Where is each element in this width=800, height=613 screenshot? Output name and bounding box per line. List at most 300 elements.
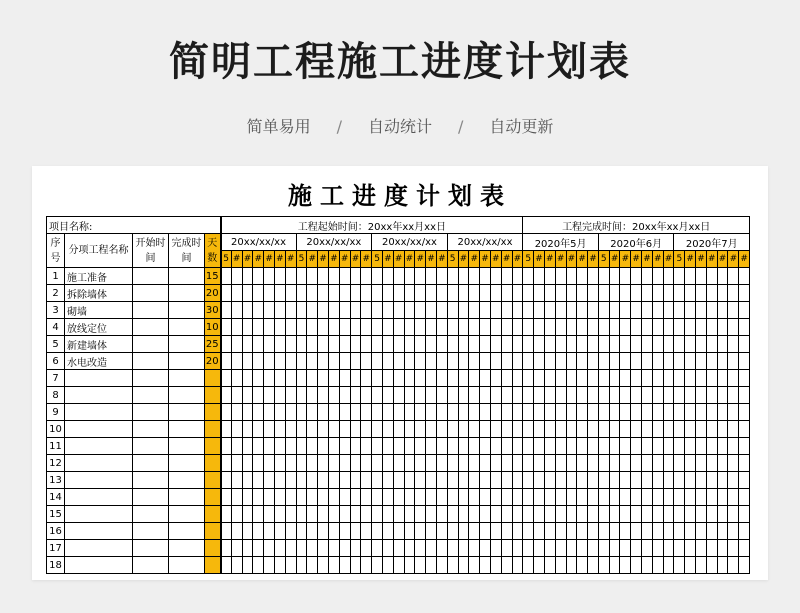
gantt-cell[interactable] — [264, 455, 275, 472]
gantt-cell[interactable] — [393, 540, 404, 557]
gantt-cell[interactable] — [221, 336, 232, 353]
gantt-cell[interactable] — [253, 285, 264, 302]
gantt-cell[interactable] — [652, 268, 663, 285]
gantt-cell[interactable] — [447, 353, 458, 370]
gantt-cell[interactable] — [717, 302, 728, 319]
gantt-cell[interactable] — [447, 472, 458, 489]
gantt-cell[interactable] — [631, 421, 642, 438]
gantt-cell[interactable] — [512, 540, 523, 557]
gantt-cell[interactable] — [663, 285, 674, 302]
gantt-cell[interactable] — [555, 268, 566, 285]
gantt-cell[interactable] — [555, 489, 566, 506]
gantt-cell[interactable] — [231, 302, 242, 319]
gantt-cell[interactable] — [523, 285, 534, 302]
gantt-cell[interactable] — [264, 302, 275, 319]
gantt-cell[interactable] — [598, 268, 609, 285]
gantt-cell[interactable] — [480, 489, 491, 506]
gantt-cell[interactable] — [253, 506, 264, 523]
gantt-cell[interactable] — [566, 472, 577, 489]
row-days[interactable] — [205, 404, 221, 421]
row-start-time[interactable] — [133, 268, 169, 285]
gantt-cell[interactable] — [706, 506, 717, 523]
gantt-cell[interactable] — [598, 455, 609, 472]
gantt-cell[interactable] — [663, 353, 674, 370]
row-days[interactable] — [205, 421, 221, 438]
gantt-cell[interactable] — [588, 489, 599, 506]
gantt-cell[interactable] — [285, 557, 296, 574]
gantt-cell[interactable] — [523, 455, 534, 472]
gantt-cell[interactable] — [609, 336, 620, 353]
gantt-cell[interactable] — [221, 455, 232, 472]
gantt-cell[interactable] — [274, 438, 285, 455]
gantt-cell[interactable] — [350, 404, 361, 421]
gantt-cell[interactable] — [534, 472, 545, 489]
gantt-cell[interactable] — [274, 353, 285, 370]
gantt-cell[interactable] — [480, 285, 491, 302]
gantt-cell[interactable] — [501, 557, 512, 574]
gantt-cell[interactable] — [696, 336, 707, 353]
gantt-cell[interactable] — [588, 353, 599, 370]
gantt-cell[interactable] — [231, 557, 242, 574]
gantt-cell[interactable] — [285, 455, 296, 472]
gantt-cell[interactable] — [555, 506, 566, 523]
gantt-cell[interactable] — [696, 557, 707, 574]
gantt-cell[interactable] — [328, 285, 339, 302]
gantt-cell[interactable] — [598, 523, 609, 540]
gantt-cell[interactable] — [469, 319, 480, 336]
gantt-cell[interactable] — [652, 472, 663, 489]
gantt-cell[interactable] — [274, 472, 285, 489]
gantt-cell[interactable] — [523, 404, 534, 421]
gantt-cell[interactable] — [674, 387, 685, 404]
gantt-cell[interactable] — [415, 268, 426, 285]
gantt-cell[interactable] — [577, 421, 588, 438]
gantt-cell[interactable] — [361, 540, 372, 557]
gantt-cell[interactable] — [577, 302, 588, 319]
gantt-cell[interactable] — [631, 523, 642, 540]
gantt-cell[interactable] — [404, 285, 415, 302]
gantt-cell[interactable] — [436, 319, 447, 336]
gantt-cell[interactable] — [307, 557, 318, 574]
gantt-cell[interactable] — [642, 370, 653, 387]
gantt-cell[interactable] — [631, 540, 642, 557]
gantt-cell[interactable] — [231, 438, 242, 455]
gantt-cell[interactable] — [382, 268, 393, 285]
gantt-cell[interactable] — [436, 404, 447, 421]
gantt-cell[interactable] — [663, 438, 674, 455]
gantt-cell[interactable] — [393, 523, 404, 540]
gantt-cell[interactable] — [728, 540, 739, 557]
gantt-cell[interactable] — [696, 370, 707, 387]
gantt-cell[interactable] — [728, 523, 739, 540]
gantt-cell[interactable] — [577, 540, 588, 557]
gantt-cell[interactable] — [328, 506, 339, 523]
gantt-cell[interactable] — [620, 268, 631, 285]
gantt-cell[interactable] — [242, 387, 253, 404]
row-finish-time[interactable] — [169, 404, 205, 421]
gantt-cell[interactable] — [577, 557, 588, 574]
gantt-cell[interactable] — [426, 353, 437, 370]
gantt-cell[interactable] — [318, 353, 329, 370]
gantt-cell[interactable] — [426, 557, 437, 574]
gantt-cell[interactable] — [480, 302, 491, 319]
gantt-cell[interactable] — [404, 557, 415, 574]
gantt-cell[interactable] — [296, 404, 307, 421]
gantt-cell[interactable] — [296, 523, 307, 540]
row-start-time[interactable] — [133, 421, 169, 438]
gantt-cell[interactable] — [447, 370, 458, 387]
gantt-cell[interactable] — [674, 404, 685, 421]
gantt-cell[interactable] — [663, 336, 674, 353]
gantt-cell[interactable] — [490, 455, 501, 472]
gantt-cell[interactable] — [339, 370, 350, 387]
gantt-cell[interactable] — [674, 557, 685, 574]
gantt-cell[interactable] — [566, 285, 577, 302]
gantt-cell[interactable] — [221, 268, 232, 285]
gantt-cell[interactable] — [469, 472, 480, 489]
row-finish-time[interactable] — [169, 421, 205, 438]
gantt-cell[interactable] — [350, 336, 361, 353]
gantt-cell[interactable] — [685, 404, 696, 421]
gantt-cell[interactable] — [717, 268, 728, 285]
row-item-name[interactable]: 施工准备 — [65, 268, 133, 285]
gantt-cell[interactable] — [588, 540, 599, 557]
row-finish-time[interactable] — [169, 268, 205, 285]
gantt-cell[interactable] — [512, 285, 523, 302]
gantt-cell[interactable] — [577, 370, 588, 387]
gantt-cell[interactable] — [706, 540, 717, 557]
gantt-cell[interactable] — [728, 472, 739, 489]
gantt-cell[interactable] — [480, 506, 491, 523]
gantt-cell[interactable] — [609, 302, 620, 319]
gantt-cell[interactable] — [231, 387, 242, 404]
gantt-cell[interactable] — [728, 404, 739, 421]
gantt-cell[interactable] — [339, 404, 350, 421]
gantt-cell[interactable] — [642, 404, 653, 421]
gantt-cell[interactable] — [274, 421, 285, 438]
gantt-cell[interactable] — [242, 489, 253, 506]
gantt-cell[interactable] — [328, 302, 339, 319]
gantt-cell[interactable] — [393, 387, 404, 404]
gantt-cell[interactable] — [436, 438, 447, 455]
gantt-cell[interactable] — [415, 387, 426, 404]
gantt-cell[interactable] — [372, 387, 383, 404]
gantt-cell[interactable] — [372, 557, 383, 574]
gantt-cell[interactable] — [728, 557, 739, 574]
gantt-cell[interactable] — [296, 438, 307, 455]
row-finish-time[interactable] — [169, 285, 205, 302]
gantt-cell[interactable] — [221, 540, 232, 557]
gantt-cell[interactable] — [512, 319, 523, 336]
gantt-cell[interactable] — [490, 489, 501, 506]
gantt-cell[interactable] — [436, 285, 447, 302]
gantt-cell[interactable] — [447, 455, 458, 472]
gantt-cell[interactable] — [663, 557, 674, 574]
gantt-cell[interactable] — [307, 353, 318, 370]
gantt-cell[interactable] — [458, 438, 469, 455]
gantt-cell[interactable] — [296, 540, 307, 557]
gantt-cell[interactable] — [652, 540, 663, 557]
gantt-cell[interactable] — [361, 319, 372, 336]
gantt-cell[interactable] — [663, 472, 674, 489]
gantt-cell[interactable] — [620, 438, 631, 455]
gantt-cell[interactable] — [696, 421, 707, 438]
gantt-cell[interactable] — [620, 387, 631, 404]
gantt-cell[interactable] — [307, 472, 318, 489]
gantt-cell[interactable] — [555, 387, 566, 404]
row-start-time[interactable] — [133, 523, 169, 540]
gantt-cell[interactable] — [739, 506, 750, 523]
gantt-cell[interactable] — [231, 336, 242, 353]
row-item-name[interactable] — [65, 370, 133, 387]
row-item-name[interactable] — [65, 540, 133, 557]
gantt-cell[interactable] — [285, 421, 296, 438]
gantt-cell[interactable] — [436, 557, 447, 574]
gantt-cell[interactable] — [361, 421, 372, 438]
gantt-cell[interactable] — [350, 489, 361, 506]
gantt-cell[interactable] — [555, 472, 566, 489]
gantt-cell[interactable] — [598, 319, 609, 336]
gantt-cell[interactable] — [544, 489, 555, 506]
gantt-cell[interactable] — [501, 370, 512, 387]
gantt-cell[interactable] — [361, 455, 372, 472]
gantt-cell[interactable] — [512, 353, 523, 370]
gantt-cell[interactable] — [318, 370, 329, 387]
gantt-cell[interactable] — [318, 268, 329, 285]
gantt-cell[interactable] — [544, 268, 555, 285]
gantt-cell[interactable] — [598, 540, 609, 557]
gantt-cell[interactable] — [382, 438, 393, 455]
gantt-cell[interactable] — [706, 455, 717, 472]
gantt-cell[interactable] — [566, 557, 577, 574]
gantt-cell[interactable] — [296, 353, 307, 370]
gantt-cell[interactable] — [663, 319, 674, 336]
row-days[interactable] — [205, 472, 221, 489]
gantt-cell[interactable] — [372, 285, 383, 302]
gantt-cell[interactable] — [307, 268, 318, 285]
gantt-cell[interactable] — [480, 438, 491, 455]
gantt-cell[interactable] — [393, 319, 404, 336]
gantt-cell[interactable] — [221, 302, 232, 319]
gantt-cell[interactable] — [534, 438, 545, 455]
gantt-cell[interactable] — [512, 472, 523, 489]
gantt-cell[interactable] — [274, 506, 285, 523]
gantt-cell[interactable] — [706, 336, 717, 353]
gantt-cell[interactable] — [253, 540, 264, 557]
gantt-cell[interactable] — [696, 353, 707, 370]
gantt-cell[interactable] — [318, 285, 329, 302]
gantt-cell[interactable] — [642, 336, 653, 353]
gantt-cell[interactable] — [361, 268, 372, 285]
gantt-cell[interactable] — [555, 336, 566, 353]
gantt-cell[interactable] — [696, 302, 707, 319]
gantt-cell[interactable] — [620, 540, 631, 557]
gantt-cell[interactable] — [350, 438, 361, 455]
gantt-cell[interactable] — [642, 268, 653, 285]
gantt-cell[interactable] — [523, 370, 534, 387]
gantt-cell[interactable] — [253, 421, 264, 438]
gantt-cell[interactable] — [372, 268, 383, 285]
gantt-cell[interactable] — [588, 506, 599, 523]
gantt-cell[interactable] — [447, 523, 458, 540]
row-item-name[interactable] — [65, 421, 133, 438]
gantt-cell[interactable] — [490, 336, 501, 353]
gantt-cell[interactable] — [231, 268, 242, 285]
gantt-cell[interactable] — [490, 540, 501, 557]
gantt-cell[interactable] — [274, 387, 285, 404]
gantt-cell[interactable] — [577, 455, 588, 472]
gantt-cell[interactable] — [598, 353, 609, 370]
gantt-cell[interactable] — [480, 455, 491, 472]
gantt-cell[interactable] — [620, 489, 631, 506]
gantt-cell[interactable] — [350, 353, 361, 370]
gantt-cell[interactable] — [598, 336, 609, 353]
gantt-cell[interactable] — [674, 489, 685, 506]
gantt-cell[interactable] — [739, 387, 750, 404]
gantt-cell[interactable] — [642, 540, 653, 557]
gantt-cell[interactable] — [339, 472, 350, 489]
row-days[interactable] — [205, 523, 221, 540]
gantt-cell[interactable] — [426, 387, 437, 404]
gantt-cell[interactable] — [447, 421, 458, 438]
gantt-cell[interactable] — [490, 506, 501, 523]
gantt-cell[interactable] — [469, 268, 480, 285]
gantt-cell[interactable] — [264, 421, 275, 438]
gantt-cell[interactable] — [663, 387, 674, 404]
gantt-cell[interactable] — [598, 438, 609, 455]
gantt-cell[interactable] — [512, 268, 523, 285]
row-start-time[interactable] — [133, 285, 169, 302]
gantt-cell[interactable] — [609, 557, 620, 574]
gantt-cell[interactable] — [534, 523, 545, 540]
gantt-cell[interactable] — [555, 523, 566, 540]
gantt-cell[interactable] — [264, 523, 275, 540]
gantt-cell[interactable] — [480, 336, 491, 353]
gantt-cell[interactable] — [253, 370, 264, 387]
gantt-cell[interactable] — [382, 506, 393, 523]
gantt-cell[interactable] — [339, 455, 350, 472]
gantt-cell[interactable] — [663, 404, 674, 421]
row-start-time[interactable] — [133, 387, 169, 404]
gantt-cell[interactable] — [274, 540, 285, 557]
gantt-cell[interactable] — [469, 557, 480, 574]
gantt-cell[interactable] — [458, 489, 469, 506]
gantt-cell[interactable] — [717, 285, 728, 302]
gantt-cell[interactable] — [598, 489, 609, 506]
gantt-cell[interactable] — [274, 285, 285, 302]
gantt-cell[interactable] — [242, 506, 253, 523]
gantt-cell[interactable] — [242, 268, 253, 285]
gantt-cell[interactable] — [318, 472, 329, 489]
gantt-cell[interactable] — [393, 302, 404, 319]
gantt-cell[interactable] — [221, 404, 232, 421]
gantt-cell[interactable] — [458, 455, 469, 472]
gantt-cell[interactable] — [620, 472, 631, 489]
gantt-cell[interactable] — [620, 523, 631, 540]
gantt-cell[interactable] — [361, 557, 372, 574]
gantt-cell[interactable] — [285, 540, 296, 557]
gantt-cell[interactable] — [382, 540, 393, 557]
gantt-cell[interactable] — [393, 489, 404, 506]
gantt-cell[interactable] — [404, 404, 415, 421]
gantt-cell[interactable] — [588, 387, 599, 404]
gantt-cell[interactable] — [296, 421, 307, 438]
row-start-time[interactable] — [133, 540, 169, 557]
gantt-cell[interactable] — [350, 285, 361, 302]
gantt-cell[interactable] — [253, 557, 264, 574]
gantt-cell[interactable] — [296, 506, 307, 523]
gantt-cell[interactable] — [544, 438, 555, 455]
row-start-time[interactable] — [133, 319, 169, 336]
gantt-cell[interactable] — [739, 455, 750, 472]
gantt-cell[interactable] — [404, 438, 415, 455]
gantt-cell[interactable] — [706, 268, 717, 285]
gantt-cell[interactable] — [350, 455, 361, 472]
gantt-cell[interactable] — [242, 353, 253, 370]
gantt-cell[interactable] — [652, 421, 663, 438]
gantt-cell[interactable] — [328, 557, 339, 574]
gantt-cell[interactable] — [577, 336, 588, 353]
gantt-cell[interactable] — [717, 489, 728, 506]
gantt-cell[interactable] — [523, 489, 534, 506]
gantt-cell[interactable] — [404, 421, 415, 438]
row-item-name[interactable] — [65, 387, 133, 404]
gantt-cell[interactable] — [566, 421, 577, 438]
gantt-cell[interactable] — [642, 421, 653, 438]
gantt-cell[interactable] — [253, 387, 264, 404]
gantt-cell[interactable] — [534, 370, 545, 387]
gantt-cell[interactable] — [242, 472, 253, 489]
row-item-name[interactable] — [65, 455, 133, 472]
gantt-cell[interactable] — [696, 285, 707, 302]
gantt-cell[interactable] — [728, 268, 739, 285]
gantt-cell[interactable] — [631, 472, 642, 489]
gantt-cell[interactable] — [642, 557, 653, 574]
gantt-cell[interactable] — [577, 523, 588, 540]
gantt-cell[interactable] — [544, 353, 555, 370]
gantt-cell[interactable] — [555, 557, 566, 574]
gantt-cell[interactable] — [393, 472, 404, 489]
gantt-cell[interactable] — [231, 404, 242, 421]
row-item-name[interactable] — [65, 523, 133, 540]
gantt-cell[interactable] — [674, 506, 685, 523]
gantt-cell[interactable] — [382, 319, 393, 336]
gantt-cell[interactable] — [717, 404, 728, 421]
gantt-cell[interactable] — [652, 319, 663, 336]
gantt-cell[interactable] — [728, 302, 739, 319]
gantt-cell[interactable] — [242, 336, 253, 353]
gantt-cell[interactable] — [469, 353, 480, 370]
gantt-cell[interactable] — [469, 336, 480, 353]
gantt-cell[interactable] — [620, 353, 631, 370]
gantt-cell[interactable] — [706, 370, 717, 387]
gantt-cell[interactable] — [285, 489, 296, 506]
gantt-cell[interactable] — [296, 285, 307, 302]
gantt-cell[interactable] — [242, 557, 253, 574]
gantt-cell[interactable] — [544, 472, 555, 489]
gantt-cell[interactable] — [372, 353, 383, 370]
gantt-cell[interactable] — [480, 523, 491, 540]
gantt-cell[interactable] — [631, 370, 642, 387]
gantt-cell[interactable] — [501, 268, 512, 285]
gantt-cell[interactable] — [274, 404, 285, 421]
gantt-cell[interactable] — [577, 319, 588, 336]
gantt-cell[interactable] — [382, 489, 393, 506]
row-item-name[interactable]: 砌墙 — [65, 302, 133, 319]
gantt-cell[interactable] — [328, 336, 339, 353]
gantt-cell[interactable] — [555, 404, 566, 421]
gantt-cell[interactable] — [274, 319, 285, 336]
